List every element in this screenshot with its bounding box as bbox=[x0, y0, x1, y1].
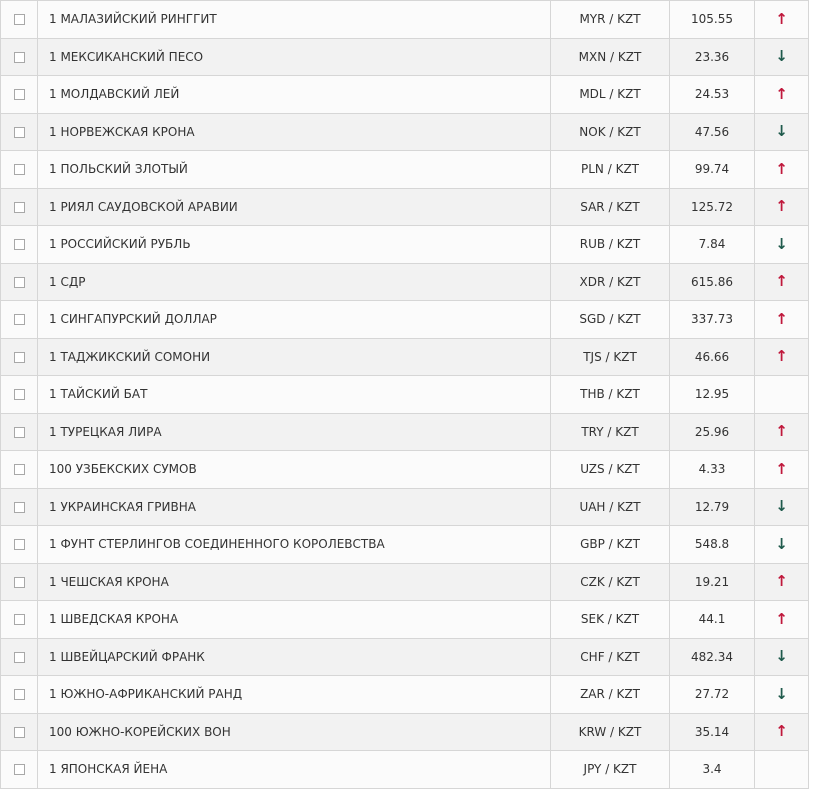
row-checkbox[interactable] bbox=[14, 14, 25, 25]
currency-pair: THB / KZT bbox=[551, 376, 670, 414]
trend-cell bbox=[755, 413, 809, 451]
row-checkbox-cell[interactable] bbox=[1, 151, 38, 189]
row-checkbox-cell[interactable] bbox=[1, 376, 38, 414]
row-checkbox-cell[interactable] bbox=[1, 301, 38, 339]
arrow-up-icon: ↑ bbox=[775, 309, 788, 328]
trend-cell bbox=[755, 713, 809, 751]
row-checkbox[interactable] bbox=[14, 464, 25, 475]
row-checkbox-cell[interactable] bbox=[1, 413, 38, 451]
currency-name: 1 ПОЛЬСКИЙ ЗЛОТЫЙ bbox=[38, 151, 551, 189]
row-checkbox-cell[interactable] bbox=[1, 113, 38, 151]
currency-pair: UAH / KZT bbox=[551, 488, 670, 526]
row-checkbox[interactable] bbox=[14, 52, 25, 63]
arrow-down-icon: ↓ bbox=[775, 497, 788, 516]
exchange-rate: 482.34 bbox=[670, 638, 755, 676]
exchange-rate: 27.72 bbox=[670, 676, 755, 714]
row-checkbox-cell[interactable] bbox=[1, 263, 38, 301]
currency-pair: JPY / KZT bbox=[551, 751, 670, 789]
exchange-rate: 12.95 bbox=[670, 376, 755, 414]
row-checkbox-cell[interactable] bbox=[1, 751, 38, 789]
row-checkbox[interactable] bbox=[14, 502, 25, 513]
currency-pair: MYR / KZT bbox=[551, 1, 670, 39]
currency-pair: XDR / KZT bbox=[551, 263, 670, 301]
row-checkbox-cell[interactable] bbox=[1, 676, 38, 714]
arrow-up-icon: ↑ bbox=[775, 84, 788, 103]
table-row bbox=[1, 38, 809, 76]
row-checkbox-cell[interactable] bbox=[1, 188, 38, 226]
exchange-rate: 24.53 bbox=[670, 76, 755, 114]
exchange-rate: 4.33 bbox=[670, 451, 755, 489]
table-row bbox=[1, 713, 809, 751]
currency-pair: SGD / KZT bbox=[551, 301, 670, 339]
row-checkbox[interactable] bbox=[14, 727, 25, 738]
currency-pair: RUB / KZT bbox=[551, 226, 670, 264]
trend-cell bbox=[755, 188, 809, 226]
arrow-up-icon: ↑ bbox=[775, 9, 788, 28]
row-checkbox[interactable] bbox=[14, 539, 25, 550]
row-checkbox-cell[interactable] bbox=[1, 563, 38, 601]
table-row bbox=[1, 526, 809, 564]
currency-name: 1 ЮЖНО-АФРИКАНСКИЙ РАНД bbox=[38, 676, 551, 714]
exchange-rate: 25.96 bbox=[670, 413, 755, 451]
trend-cell bbox=[755, 151, 809, 189]
row-checkbox[interactable] bbox=[14, 202, 25, 213]
arrow-down-icon: ↓ bbox=[775, 47, 788, 66]
trend-cell bbox=[755, 638, 809, 676]
row-checkbox[interactable] bbox=[14, 689, 25, 700]
table-row bbox=[1, 263, 809, 301]
currency-pair: GBP / KZT bbox=[551, 526, 670, 564]
currency-name: 1 РИЯЛ САУДОВСКОЙ АРАВИИ bbox=[38, 188, 551, 226]
table-row bbox=[1, 1, 809, 39]
currency-name: 1 СДР bbox=[38, 263, 551, 301]
currency-pair: TRY / KZT bbox=[551, 413, 670, 451]
currency-name: 1 ТАДЖИКСКИЙ СОМОНИ bbox=[38, 338, 551, 376]
arrow-up-icon: ↑ bbox=[775, 722, 788, 741]
currency-pair: KRW / KZT bbox=[551, 713, 670, 751]
currency-pair: ZAR / KZT bbox=[551, 676, 670, 714]
currency-name: 1 ТУРЕЦКАЯ ЛИРА bbox=[38, 413, 551, 451]
currency-name: 1 ТАЙСКИЙ БАТ bbox=[38, 376, 551, 414]
table-row bbox=[1, 751, 809, 789]
table-row bbox=[1, 113, 809, 151]
currency-name: 1 ШВЕДСКАЯ КРОНА bbox=[38, 601, 551, 639]
arrow-down-icon: ↓ bbox=[775, 684, 788, 703]
row-checkbox-cell[interactable] bbox=[1, 226, 38, 264]
arrow-up-icon: ↑ bbox=[775, 197, 788, 216]
table-row bbox=[1, 601, 809, 639]
currency-name: 1 ЧЕШСКАЯ КРОНА bbox=[38, 563, 551, 601]
table-row bbox=[1, 338, 809, 376]
trend-cell bbox=[755, 113, 809, 151]
trend-cell bbox=[755, 226, 809, 264]
exchange-rate: 7.84 bbox=[670, 226, 755, 264]
currency-name: 1 ШВЕЙЦАРСКИЙ ФРАНК bbox=[38, 638, 551, 676]
currency-name: 1 ЯПОНСКАЯ ЙЕНА bbox=[38, 751, 551, 789]
row-checkbox-cell[interactable] bbox=[1, 488, 38, 526]
table-row bbox=[1, 376, 809, 414]
currency-name: 1 ФУНТ СТЕРЛИНГОВ СОЕДИНЕННОГО КОРОЛЕВСТВА bbox=[38, 526, 551, 564]
row-checkbox-cell[interactable] bbox=[1, 601, 38, 639]
row-checkbox-cell[interactable] bbox=[1, 713, 38, 751]
row-checkbox[interactable] bbox=[14, 352, 25, 363]
row-checkbox[interactable] bbox=[14, 577, 25, 588]
exchange-rate: 46.66 bbox=[670, 338, 755, 376]
arrow-up-icon: ↑ bbox=[775, 459, 788, 478]
row-checkbox[interactable] bbox=[14, 427, 25, 438]
trend-cell bbox=[755, 376, 809, 414]
row-checkbox-cell[interactable] bbox=[1, 638, 38, 676]
trend-cell bbox=[755, 38, 809, 76]
table-row bbox=[1, 301, 809, 339]
row-checkbox-cell[interactable] bbox=[1, 38, 38, 76]
row-checkbox[interactable] bbox=[14, 314, 25, 325]
currency-pair: PLN / KZT bbox=[551, 151, 670, 189]
currency-name: 1 НОРВЕЖСКАЯ КРОНА bbox=[38, 113, 551, 151]
row-checkbox[interactable] bbox=[14, 277, 25, 288]
arrow-up-icon: ↑ bbox=[775, 159, 788, 178]
trend-cell bbox=[755, 76, 809, 114]
currency-pair: CZK / KZT bbox=[551, 563, 670, 601]
currency-name: 100 ЮЖНО-КОРЕЙСКИХ ВОН bbox=[38, 713, 551, 751]
arrow-up-icon: ↑ bbox=[775, 347, 788, 366]
exchange-rate: 615.86 bbox=[670, 263, 755, 301]
arrow-up-icon: ↑ bbox=[775, 609, 788, 628]
row-checkbox[interactable] bbox=[14, 764, 25, 775]
table-row bbox=[1, 188, 809, 226]
row-checkbox[interactable] bbox=[14, 239, 25, 250]
exchange-rate: 337.73 bbox=[670, 301, 755, 339]
table-row bbox=[1, 563, 809, 601]
row-checkbox-cell[interactable] bbox=[1, 451, 38, 489]
exchange-rate: 47.56 bbox=[670, 113, 755, 151]
currency-pair: SAR / KZT bbox=[551, 188, 670, 226]
exchange-rate: 548.8 bbox=[670, 526, 755, 564]
table-row bbox=[1, 488, 809, 526]
currency-pair: TJS / KZT bbox=[551, 338, 670, 376]
trend-cell bbox=[755, 338, 809, 376]
exchange-rate: 35.14 bbox=[670, 713, 755, 751]
table-row bbox=[1, 76, 809, 114]
table-row bbox=[1, 676, 809, 714]
row-checkbox[interactable] bbox=[14, 164, 25, 175]
currency-name: 1 РОССИЙСКИЙ РУБЛЬ bbox=[38, 226, 551, 264]
exchange-rate: 44.1 bbox=[670, 601, 755, 639]
table-row bbox=[1, 638, 809, 676]
arrow-up-icon: ↑ bbox=[775, 572, 788, 591]
arrow-up-icon: ↑ bbox=[775, 272, 788, 291]
row-checkbox[interactable] bbox=[14, 127, 25, 138]
table-row bbox=[1, 451, 809, 489]
currency-pair: UZS / KZT bbox=[551, 451, 670, 489]
currency-pair: NOK / KZT bbox=[551, 113, 670, 151]
currency-name: 1 МОЛДАВСКИЙ ЛЕЙ bbox=[38, 76, 551, 114]
currency-name: 1 МЕКСИКАНСКИЙ ПЕСО bbox=[38, 38, 551, 76]
table-row bbox=[1, 151, 809, 189]
arrow-down-icon: ↓ bbox=[775, 534, 788, 553]
currency-name: 1 СИНГАПУРСКИЙ ДОЛЛАР bbox=[38, 301, 551, 339]
currency-pair: MDL / KZT bbox=[551, 76, 670, 114]
currency-pair: CHF / KZT bbox=[551, 638, 670, 676]
currency-name: 1 МАЛАЗИЙСКИЙ РИНГГИТ bbox=[38, 1, 551, 39]
exchange-rate: 12.79 bbox=[670, 488, 755, 526]
trend-cell bbox=[755, 563, 809, 601]
exchange-rate: 125.72 bbox=[670, 188, 755, 226]
currency-name: 100 УЗБЕКСКИХ СУМОВ bbox=[38, 451, 551, 489]
exchange-rate: 99.74 bbox=[670, 151, 755, 189]
exchange-rate: 23.36 bbox=[670, 38, 755, 76]
trend-cell bbox=[755, 488, 809, 526]
arrow-down-icon: ↓ bbox=[775, 234, 788, 253]
trend-cell bbox=[755, 751, 809, 789]
currency-name: 1 УКРАИНСКАЯ ГРИВНА bbox=[38, 488, 551, 526]
table-row bbox=[1, 413, 809, 451]
table-row bbox=[1, 226, 809, 264]
row-checkbox[interactable] bbox=[14, 614, 25, 625]
row-checkbox-cell[interactable] bbox=[1, 338, 38, 376]
row-checkbox-cell[interactable] bbox=[1, 526, 38, 564]
trend-cell bbox=[755, 1, 809, 39]
row-checkbox[interactable] bbox=[14, 652, 25, 663]
trend-cell bbox=[755, 676, 809, 714]
rates-table-body bbox=[1, 1, 809, 789]
arrow-down-icon: ↓ bbox=[775, 647, 788, 666]
currency-pair: MXN / KZT bbox=[551, 38, 670, 76]
exchange-rate: 19.21 bbox=[670, 563, 755, 601]
trend-cell bbox=[755, 451, 809, 489]
trend-cell bbox=[755, 301, 809, 339]
currency-pair: SEK / KZT bbox=[551, 601, 670, 639]
trend-cell bbox=[755, 601, 809, 639]
trend-cell bbox=[755, 526, 809, 564]
exchange-rate: 3.4 bbox=[670, 751, 755, 789]
arrow-up-icon: ↑ bbox=[775, 422, 788, 441]
row-checkbox[interactable] bbox=[14, 389, 25, 400]
arrow-down-icon: ↓ bbox=[775, 122, 788, 141]
trend-cell bbox=[755, 263, 809, 301]
row-checkbox-cell[interactable] bbox=[1, 1, 38, 39]
row-checkbox-cell[interactable] bbox=[1, 76, 38, 114]
exchange-rate: 105.55 bbox=[670, 1, 755, 39]
row-checkbox[interactable] bbox=[14, 89, 25, 100]
